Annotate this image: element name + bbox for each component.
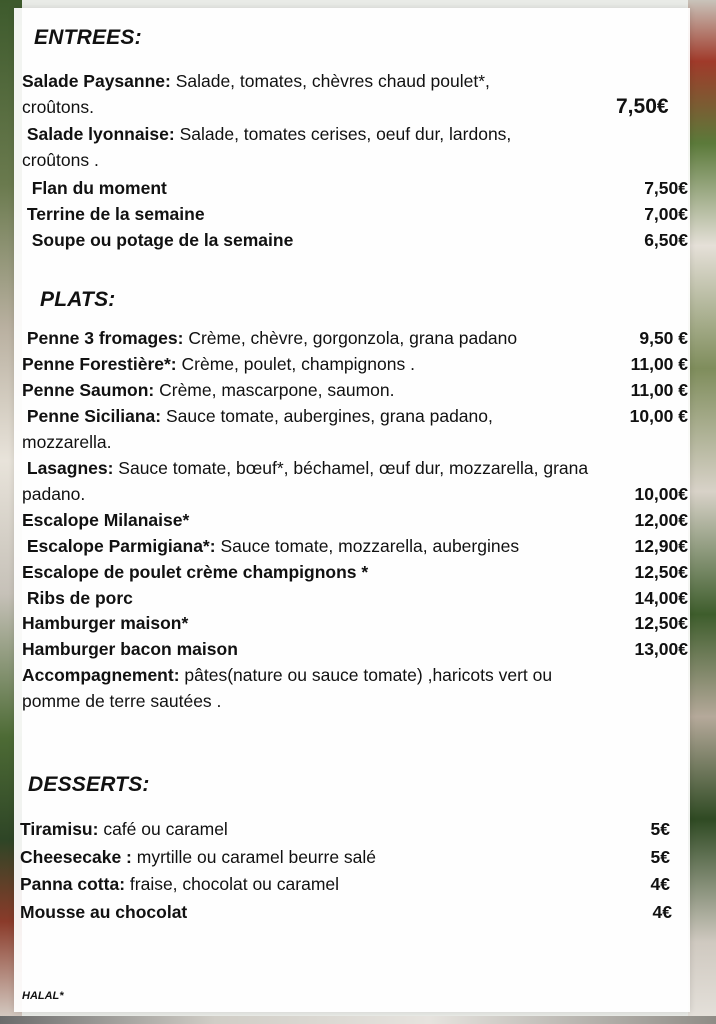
- item-name: Salade lyonnaise:: [26, 124, 175, 144]
- item-name: Salade Paysanne:: [22, 71, 171, 91]
- item-price: 4€: [652, 902, 672, 922]
- item-name: Lasagnes:: [26, 458, 114, 478]
- item-description: Sauce tomate, mozzarella, aubergines: [215, 536, 520, 556]
- item-description-cont: mozzarella.: [22, 432, 112, 452]
- item-name: Panna cotta:: [20, 874, 126, 894]
- item-description-cont: pomme de terre sautées .: [22, 691, 222, 711]
- food-photo-right-edge: [688, 0, 716, 1024]
- item-price: 5€: [650, 847, 670, 867]
- item-name: Tiramisu:: [20, 819, 99, 839]
- item-price: 6,50€: [644, 230, 688, 250]
- menu-item-mousse-chocolat: [20, 899, 686, 925]
- menu-item-ribs-de-porc: [22, 585, 688, 611]
- item-price: 10,00 €: [629, 406, 688, 426]
- menu-item-escalope-poulet: [22, 559, 688, 585]
- item-name: Cheesecake :: [20, 847, 132, 867]
- item-price: 5€: [650, 819, 670, 839]
- item-description: Sauce tomate, bœuf*, béchamel, œuf dur, mozzarella, grana: [113, 458, 589, 478]
- menu-item-lasagnes: [22, 455, 688, 481]
- item-price: 9,50 €: [639, 328, 688, 348]
- item-price: 12,50€: [634, 562, 688, 582]
- item-name: Hamburger maison*: [22, 613, 189, 633]
- item-price: 7,50€: [616, 95, 669, 118]
- section-title-desserts: DESSERTS:: [28, 773, 150, 796]
- item-name: Ribs de porc: [26, 588, 133, 608]
- item-description: café ou caramel: [98, 819, 228, 839]
- item-description: Sauce tomate, aubergines, grana padano,: [161, 406, 493, 426]
- item-price: 4€: [650, 874, 670, 894]
- menu-item-cheesecake: [20, 844, 686, 870]
- menu-item-escalope-milanaise: [22, 507, 688, 533]
- menu-item-penne-forestiere: [22, 351, 688, 377]
- menu-item-terrine: [22, 201, 688, 227]
- menu-item-soupe: [22, 227, 688, 253]
- item-name: Penne Siciliana:: [26, 406, 162, 426]
- item-description: myrtille ou caramel beurre salé: [131, 847, 377, 867]
- item-price: 11,00 €: [630, 380, 688, 400]
- item-price: 10,00€: [634, 484, 688, 504]
- item-description: Salade, tomates, chèvres chaud poulet*,: [170, 71, 490, 91]
- item-price: 7,50€: [644, 178, 688, 198]
- menu-item-tiramisu: [20, 816, 686, 842]
- item-name: Terrine de la semaine: [26, 204, 205, 224]
- halal-footnote: HALAL*: [22, 990, 64, 1002]
- menu-item-hamburger-maison: [22, 610, 688, 636]
- item-description-cont: padano.: [22, 484, 86, 504]
- item-description-cont: croûtons .: [22, 150, 99, 170]
- section-title-plats: PLATS:: [40, 288, 116, 311]
- item-price: 14,00€: [634, 588, 688, 608]
- item-name: Hamburger bacon maison: [22, 639, 238, 659]
- item-price: 12,90€: [634, 536, 688, 556]
- item-name: Penne Saumon:: [22, 380, 155, 400]
- menu-item-accompagnement-line2: [22, 688, 688, 714]
- menu-item-salade-paysanne-line2: [22, 94, 688, 120]
- menu-item-penne-siciliana: [22, 403, 688, 429]
- item-name: Penne 3 fromages:: [26, 328, 184, 348]
- item-name: Escalope de poulet crème champignons *: [22, 562, 369, 582]
- menu-item-salade-lyonnaise: [22, 121, 688, 147]
- item-price: 12,50€: [634, 613, 688, 633]
- menu-item-lasagnes-line2: [22, 481, 688, 507]
- menu-item-accompagnement: [22, 662, 688, 688]
- item-name: Flan du moment: [31, 178, 167, 198]
- item-description: Crème, mascarpone, saumon.: [154, 380, 395, 400]
- item-description: pâtes(nature ou sauce tomate) ,haricots vert ou: [179, 665, 553, 685]
- menu-item-panna-cotta: [20, 871, 686, 897]
- item-price: 12,00€: [634, 510, 688, 530]
- menu-item-salade-lyonnaise-line2: [22, 147, 688, 173]
- item-name: Escalope Milanaise*: [22, 510, 190, 530]
- item-price: 11,00 €: [630, 354, 688, 374]
- item-description: fraise, chocolat ou caramel: [125, 874, 340, 894]
- menu-item-hamburger-bacon: [22, 636, 688, 662]
- item-name: Escalope Parmigiana*:: [26, 536, 216, 556]
- item-name: Soupe ou potage de la semaine: [31, 230, 294, 250]
- menu-item-penne-3-fromages: [22, 325, 688, 351]
- menu-item-salade-paysanne: [22, 68, 688, 94]
- section-title-entrees: ENTREES:: [34, 26, 142, 49]
- menu-item-penne-saumon: [22, 377, 688, 403]
- item-description: Crème, chèvre, gorgonzola, grana padano: [183, 328, 518, 348]
- item-description-cont: croûtons.: [22, 97, 94, 117]
- item-price: 13,00€: [634, 639, 688, 659]
- item-price: 7,00€: [644, 204, 688, 224]
- item-description: Crème, poulet, champignons .: [176, 354, 415, 374]
- item-description: Salade, tomates cerises, oeuf dur, lardons,: [174, 124, 512, 144]
- menu-item-flan: [22, 175, 688, 201]
- item-name: Mousse au chocolat: [20, 902, 188, 922]
- bottom-edge-strip: [0, 1016, 716, 1024]
- item-name: Accompagnement:: [22, 665, 180, 685]
- menu-item-penne-siciliana-line2: [22, 429, 688, 455]
- menu-item-escalope-parmigiana: [22, 533, 688, 559]
- item-name: Penne Forestière*:: [22, 354, 177, 374]
